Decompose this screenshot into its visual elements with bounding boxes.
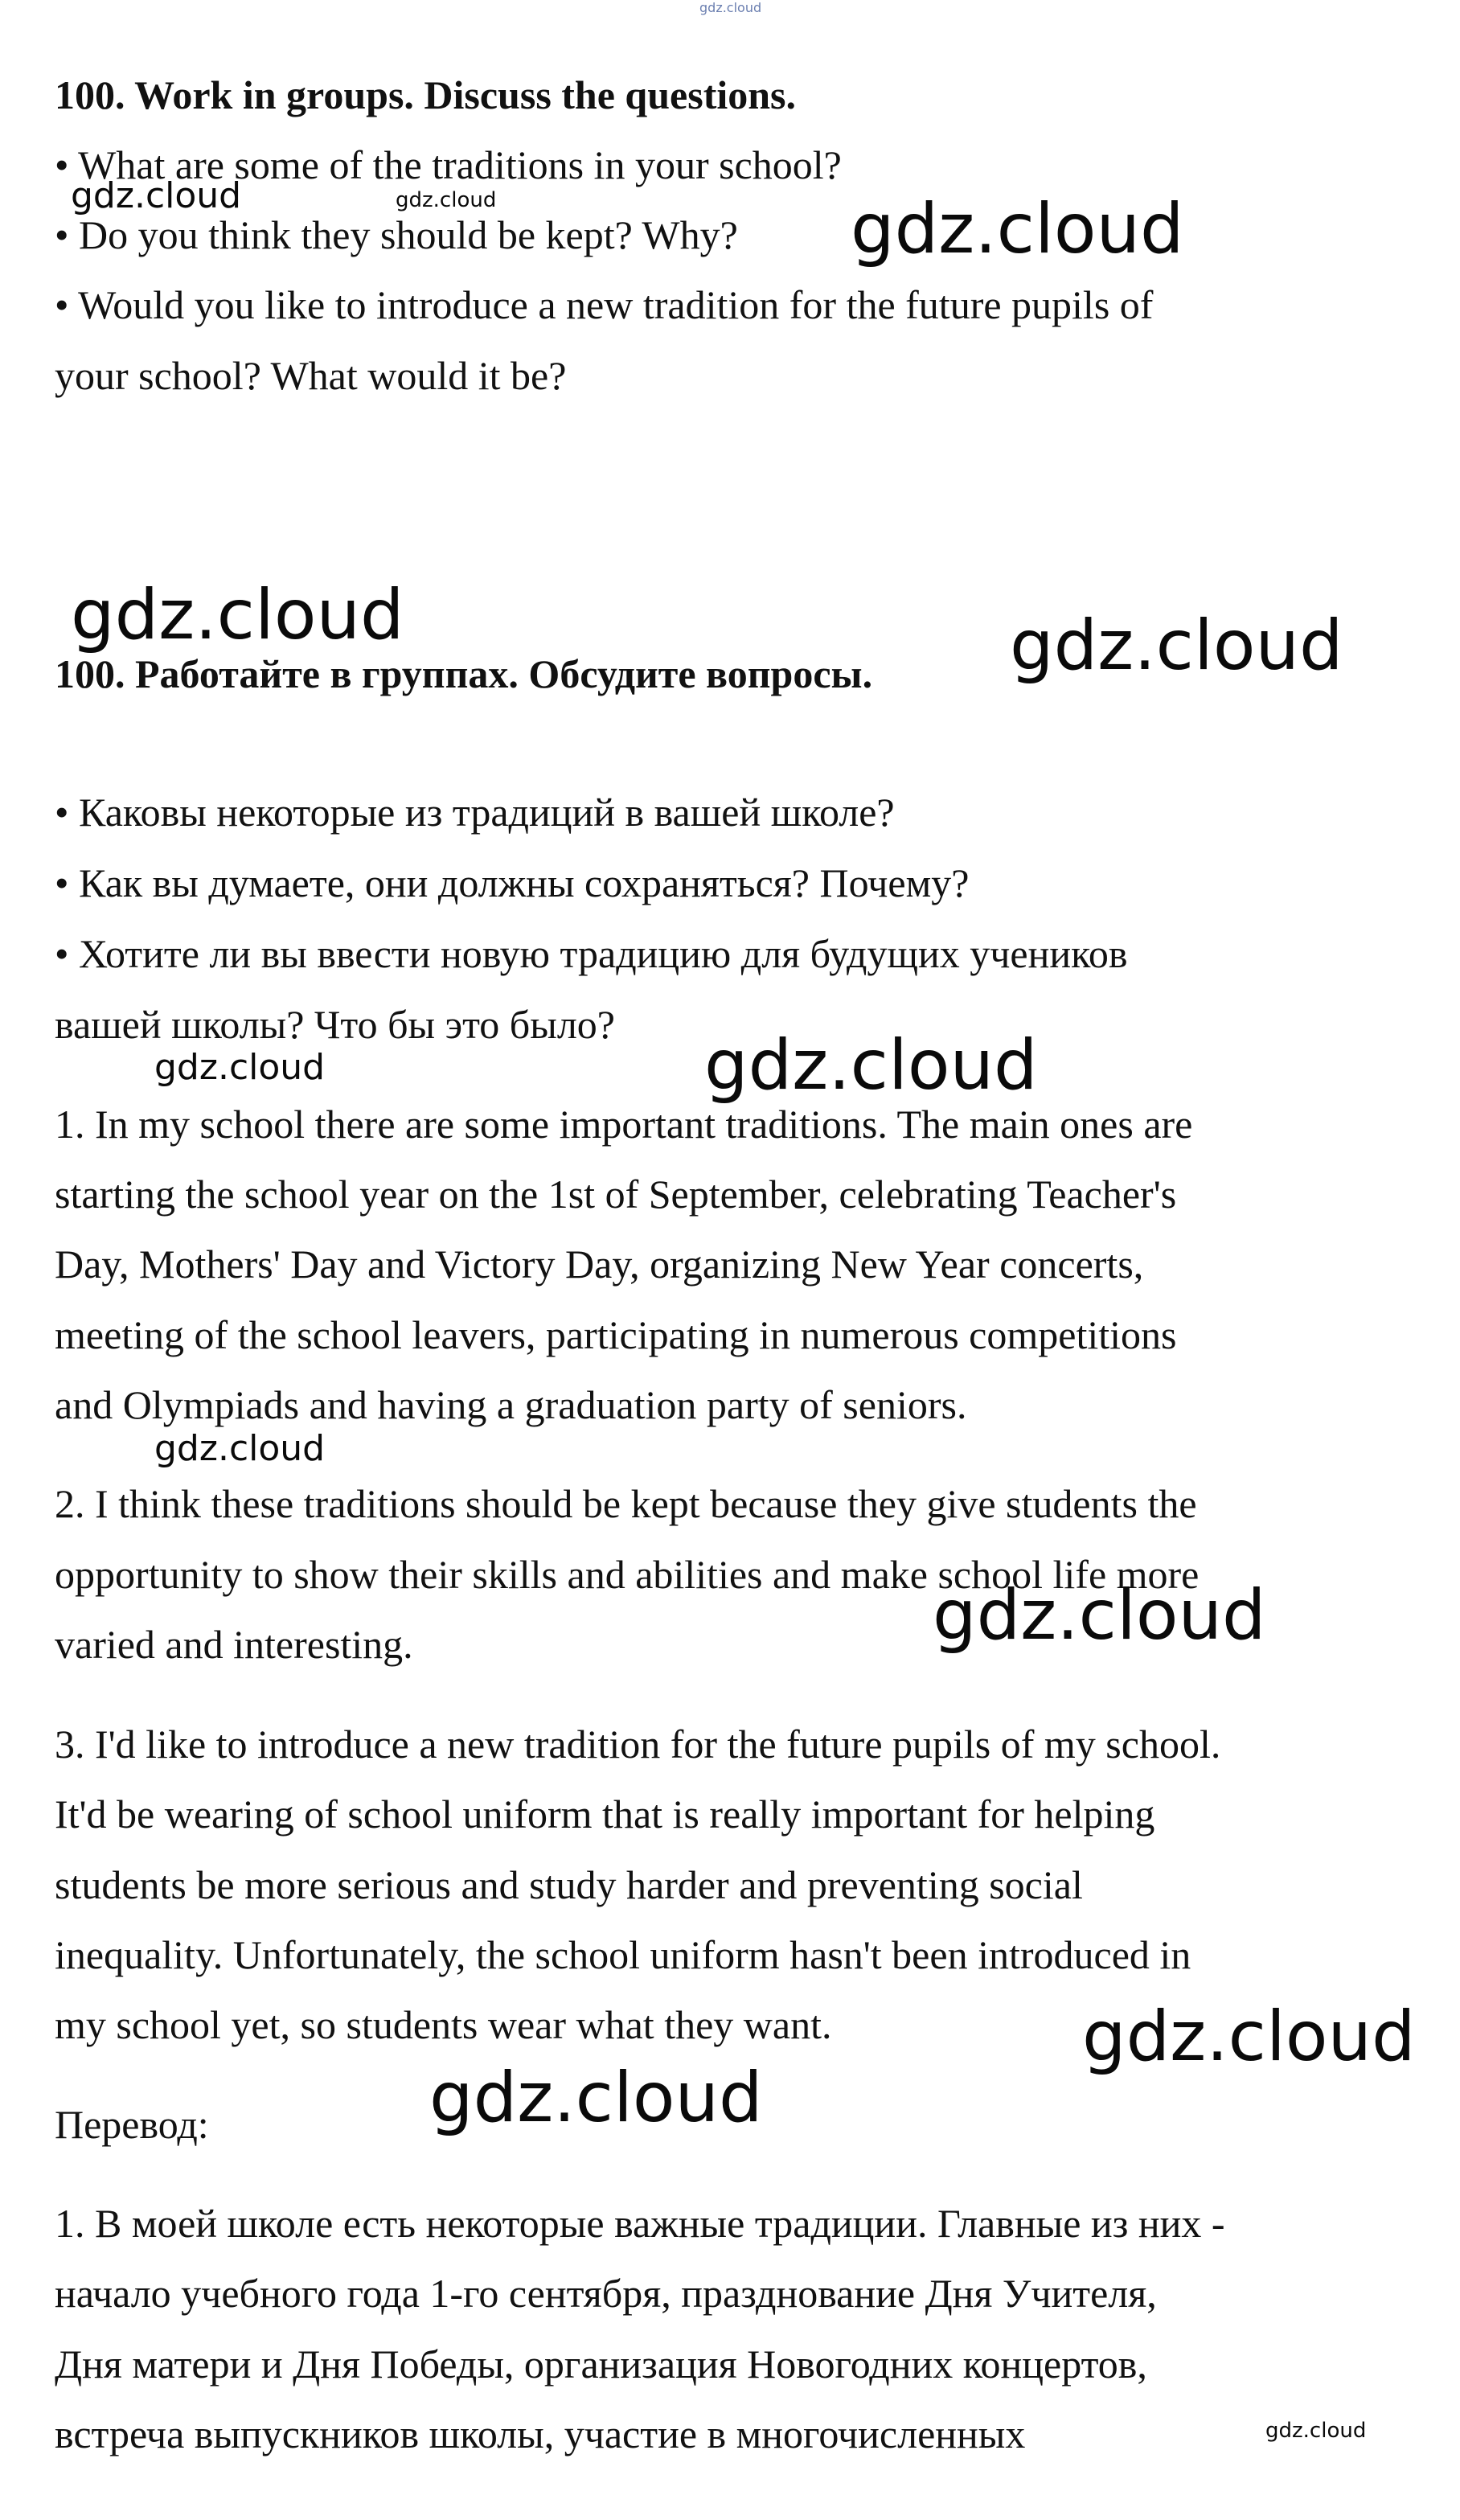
answer-3-line: 3. I'd like to introduce a new tradition for the future pupils of my school. [55, 1722, 1221, 1767]
answer-1-line: meeting of the school leavers, participating in numerous competitions [55, 1312, 1177, 1357]
answer-3-line: students be more serious and study harder and preventing social [55, 1862, 1083, 1907]
watermark: gdz.cloud [1265, 2419, 1367, 2443]
question-2-en: • Do you think they should be kept? Why? [55, 212, 738, 257]
exercise-heading-en: 100. Work in groups. Discuss the questions. [55, 72, 796, 117]
watermark: gdz.cloud [704, 1025, 1038, 1106]
question-3-ru-line-1: • Хотите ли вы ввести новую традицию для будущих учеников [55, 931, 1128, 976]
watermark: gdz.cloud [1082, 1997, 1416, 2077]
question-1-en: • What are some of the traditions in your school? [55, 142, 842, 187]
exercise-heading-ru: 100. Работайте в группах. Обсудите вопросы. [55, 651, 873, 696]
answer-3-line: It'd be wearing of school uniform that is really important for helping [55, 1791, 1155, 1837]
question-3-ru-line-2: вашей школы? Что бы это было? [55, 1002, 615, 1047]
answer-2-line: opportunity to show their skills and abilities and make school life more [55, 1552, 1200, 1597]
watermark: gdz.cloud [71, 175, 242, 216]
question-3-en-line-2: your school? What would it be? [55, 353, 567, 398]
translation-label: Перевод: [55, 2102, 209, 2147]
answer-1-line: 1. In my school there are some important traditions. The main ones are [55, 1102, 1193, 1147]
watermark: gdz.cloud [154, 1428, 326, 1469]
answer-1-line: Day, Mothers' Day and Victory Day, organizing New Year concerts, [55, 1242, 1144, 1287]
translation-1-line: начало учебного года 1-го сентября, празднование Дня Учителя, [55, 2271, 1157, 2316]
watermark: gdz.cloud [699, 0, 762, 15]
translation-1-line: Дня матери и Дня Победы, организация Новогодних концертов, [55, 2341, 1147, 2387]
watermark: gdz.cloud [1010, 605, 1343, 686]
translation-1-line: встреча выпускников школы, участие в многочисленных [55, 2411, 1026, 2456]
watermark: gdz.cloud [933, 1575, 1266, 1656]
answer-1-line: starting the school year on the 1st of September, celebrating Teacher's [55, 1172, 1177, 1217]
answer-1-line: and Olympiads and having a graduation party of seniors. [55, 1382, 967, 1427]
watermark: gdz.cloud [396, 188, 497, 212]
answer-3-line: inequality. Unfortunately, the school uniform hasn't been introduced in [55, 1932, 1191, 1977]
answer-2-line: varied and interesting. [55, 1622, 413, 1667]
question-1-ru: • Каковы некоторые из традиций в вашей школе? [55, 790, 895, 835]
watermark: gdz.cloud [851, 189, 1184, 269]
translation-1-line: 1. В моей школе есть некоторые важные традиции. Главные из них - [55, 2201, 1225, 2246]
watermark: gdz.cloud [71, 575, 404, 655]
watermark: gdz.cloud [429, 2058, 763, 2138]
answer-3-line: my school yet, so students wear what they want. [55, 2002, 832, 2047]
answer-2-line: 2. I think these traditions should be kept because they give students the [55, 1481, 1197, 1526]
watermark: gdz.cloud [154, 1047, 326, 1088]
question-3-en-line-1: • Would you like to introduce a new tradition for the future pupils of [55, 282, 1154, 327]
question-2-ru: • Как вы думаете, они должны сохраняться? Почему? [55, 860, 970, 905]
